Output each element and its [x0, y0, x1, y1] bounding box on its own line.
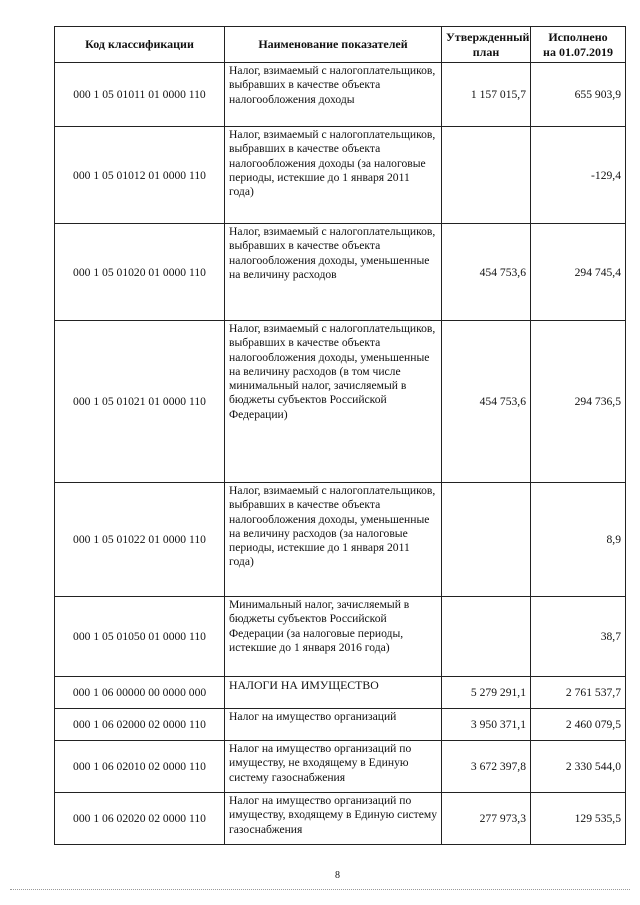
row-code: 000 1 05 01021 01 0000 110 — [55, 321, 225, 483]
row-name: НАЛОГИ НА ИМУЩЕСТВО — [225, 677, 442, 709]
row-executed: 2 330 544,0 — [531, 741, 626, 793]
row-name: Налог, взимаемый с налогоплательщиков, выбравших в качестве объекта налогообложения доходы, уменьшенные на величину расходов (за налоговые периоды, истекшие до 1 января 2011 года) — [225, 483, 442, 597]
row-plan: 454 753,6 — [442, 321, 531, 483]
row-code: 000 1 06 02000 02 0000 110 — [55, 709, 225, 741]
row-executed: 294 745,4 — [531, 224, 626, 321]
row-plan: 454 753,6 — [442, 224, 531, 321]
row-plan — [442, 597, 531, 677]
scan-artifact-line — [10, 889, 630, 891]
table-row — [55, 127, 626, 224]
row-plan: 3 950 371,1 — [442, 709, 531, 741]
table-row — [55, 224, 626, 321]
header-row — [55, 27, 626, 63]
row-name: Налог, взимаемый с налогоплательщиков, выбравших в качестве объекта налогообложения доходы — [225, 63, 442, 127]
row-executed: 294 736,5 — [531, 321, 626, 483]
row-name: Налог, взимаемый с налогоплательщиков, выбравших в качестве объекта налогообложения доходы, уменьшенные на величину расходов (в том числе минимальный налог, зачисляемый в бюджеты субъектов Российской Федерации) — [225, 321, 442, 483]
row-code: 000 1 05 01020 01 0000 110 — [55, 224, 225, 321]
row-code: 000 1 05 01050 01 0000 110 — [55, 597, 225, 677]
row-executed: 2 761 537,7 — [531, 677, 626, 709]
row-name: Налог на имущество организаций — [225, 709, 442, 741]
row-code: 000 1 05 01011 01 0000 110 — [55, 63, 225, 127]
row-name: Минимальный налог, зачисляемый в бюджеты субъектов Российской Федерации (за налоговые периоды, истекшие до 1 января 2016 года) — [225, 597, 442, 677]
row-plan — [442, 483, 531, 597]
table-row — [55, 793, 626, 845]
row-plan: 5 279 291,1 — [442, 677, 531, 709]
header-code: Код классификации — [55, 27, 225, 63]
table-row — [55, 709, 626, 741]
row-code: 000 1 06 02020 02 0000 110 — [55, 793, 225, 845]
table-row — [55, 63, 626, 127]
table-row — [55, 741, 626, 793]
header-name: Наименование показателей — [225, 27, 442, 63]
row-code: 000 1 06 02010 02 0000 110 — [55, 741, 225, 793]
row-executed: 129 535,5 — [531, 793, 626, 845]
row-name: Налог, взимаемый с налогоплательщиков, выбравших в качестве объекта налогообложения доходы (за налоговые периоды, истекшие до 1 января 2011 года) — [225, 127, 442, 224]
row-executed: 655 903,9 — [531, 63, 626, 127]
row-name: Налог, взимаемый с налогоплательщиков, выбравших в качестве объекта налогообложения доходы, уменьшенные на величину расходов — [225, 224, 442, 321]
row-plan: 1 157 015,7 — [442, 63, 531, 127]
table-row — [55, 483, 626, 597]
row-plan — [442, 127, 531, 224]
table-row — [55, 321, 626, 483]
row-executed: -129,4 — [531, 127, 626, 224]
row-plan: 277 973,3 — [442, 793, 531, 845]
row-executed: 2 460 079,5 — [531, 709, 626, 741]
header-executed-line2: на 01.07.2019 — [543, 44, 613, 59]
row-code: 000 1 05 01022 01 0000 110 — [55, 483, 225, 597]
header-plan — [442, 27, 531, 63]
header-executed — [531, 27, 626, 63]
row-executed: 38,7 — [531, 597, 626, 677]
row-code: 000 1 06 00000 00 0000 000 — [55, 677, 225, 709]
page-number: 8 — [335, 870, 340, 881]
row-code: 000 1 05 01012 01 0000 110 — [55, 127, 225, 224]
table-row — [55, 597, 626, 677]
row-name: Налог на имущество организаций по имуществу, входящему в Единую систему газоснабжения — [225, 793, 442, 845]
row-name: Налог на имущество организаций по имуществу, не входящему в Единую систему газоснабжения — [225, 741, 442, 793]
header-plan-line2: план — [472, 44, 500, 59]
row-executed: 8,9 — [531, 483, 626, 597]
row-plan: 3 672 397,8 — [442, 741, 531, 793]
table-row — [55, 677, 626, 709]
header-executed-line1: Исполнено — [548, 29, 608, 44]
header-plan-line1: Утвержденный — [446, 29, 530, 44]
revenue-table — [54, 26, 626, 845]
